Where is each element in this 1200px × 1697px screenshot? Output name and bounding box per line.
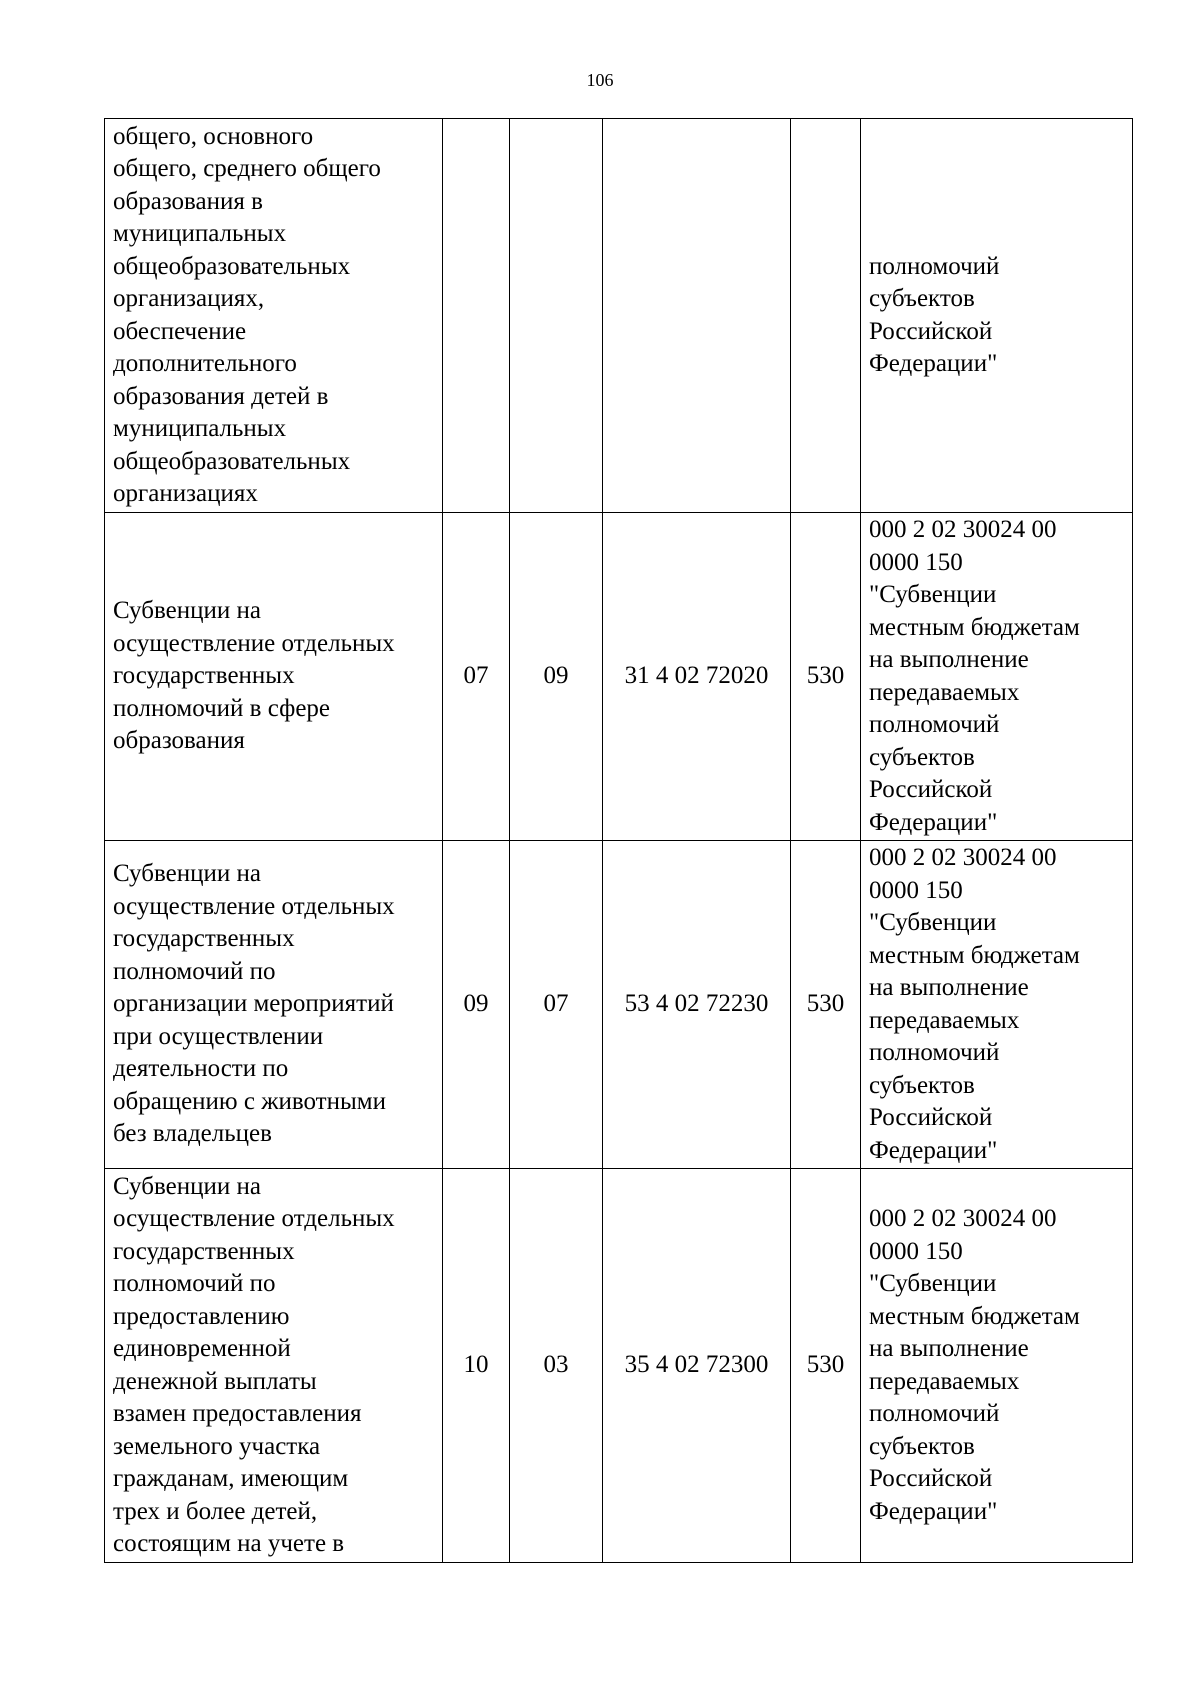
- row-name-cell: Субвенции на осуществление отдельных государственных полномочий в сфере образования: [105, 513, 443, 841]
- revenue-source-cell: полномочий субъектов Российской Федерации": [861, 119, 1133, 513]
- target-article-cell: 31 4 02 72020: [603, 513, 791, 841]
- row-name-cell: Субвенции на осуществление отдельных государственных полномочий по организации мероприятий при осуществлении деятельности по обращению с животными без владельцев: [105, 841, 443, 1169]
- subsection-cell: [510, 119, 603, 513]
- target-article-cell: 53 4 02 72230: [603, 841, 791, 1169]
- target-article-cell: 35 4 02 72300: [603, 1169, 791, 1563]
- expense-type-cell: [791, 119, 861, 513]
- budget-table: [104, 118, 1133, 1563]
- row-name-cell: Субвенции на осуществление отдельных государственных полномочий по предоставлению единовременной денежной выплаты взамен предоставления земельного участка гражданам, имеющим трех и более детей, состоящим на учете в: [105, 1169, 443, 1563]
- revenue-source-cell: 000 2 02 30024 00 0000 150 "Субвенции местным бюджетам на выполнение передаваемых полномочий субъектов Российской Федерации": [861, 513, 1133, 841]
- revenue-source-cell: 000 2 02 30024 00 0000 150 "Субвенции местным бюджетам на выполнение передаваемых полномочий субъектов Российской Федерации": [861, 841, 1133, 1169]
- section-cell: 10: [443, 1169, 510, 1563]
- subsection-cell: 03: [510, 1169, 603, 1563]
- table-row: [105, 841, 1133, 1169]
- row-name-cell: общего, основного общего, среднего общего образования в муниципальных общеобразовательных организациях, обеспечение дополнительного образования детей в муниципальных общеобразовательных организациях: [105, 119, 443, 513]
- section-cell: 09: [443, 841, 510, 1169]
- table-row: [105, 513, 1133, 841]
- expense-type-cell: 530: [791, 1169, 861, 1563]
- expense-type-cell: 530: [791, 513, 861, 841]
- section-cell: 07: [443, 513, 510, 841]
- page-number: 106: [586, 70, 614, 90]
- target-article-cell: [603, 119, 791, 513]
- expense-type-cell: 530: [791, 841, 861, 1169]
- table-row: [105, 1169, 1133, 1563]
- revenue-source-cell: 000 2 02 30024 00 0000 150 "Субвенции местным бюджетам на выполнение передаваемых полномочий субъектов Российской Федерации": [861, 1169, 1133, 1563]
- table-row: [105, 119, 1133, 513]
- subsection-cell: 07: [510, 841, 603, 1169]
- section-cell: [443, 119, 510, 513]
- subsection-cell: 09: [510, 513, 603, 841]
